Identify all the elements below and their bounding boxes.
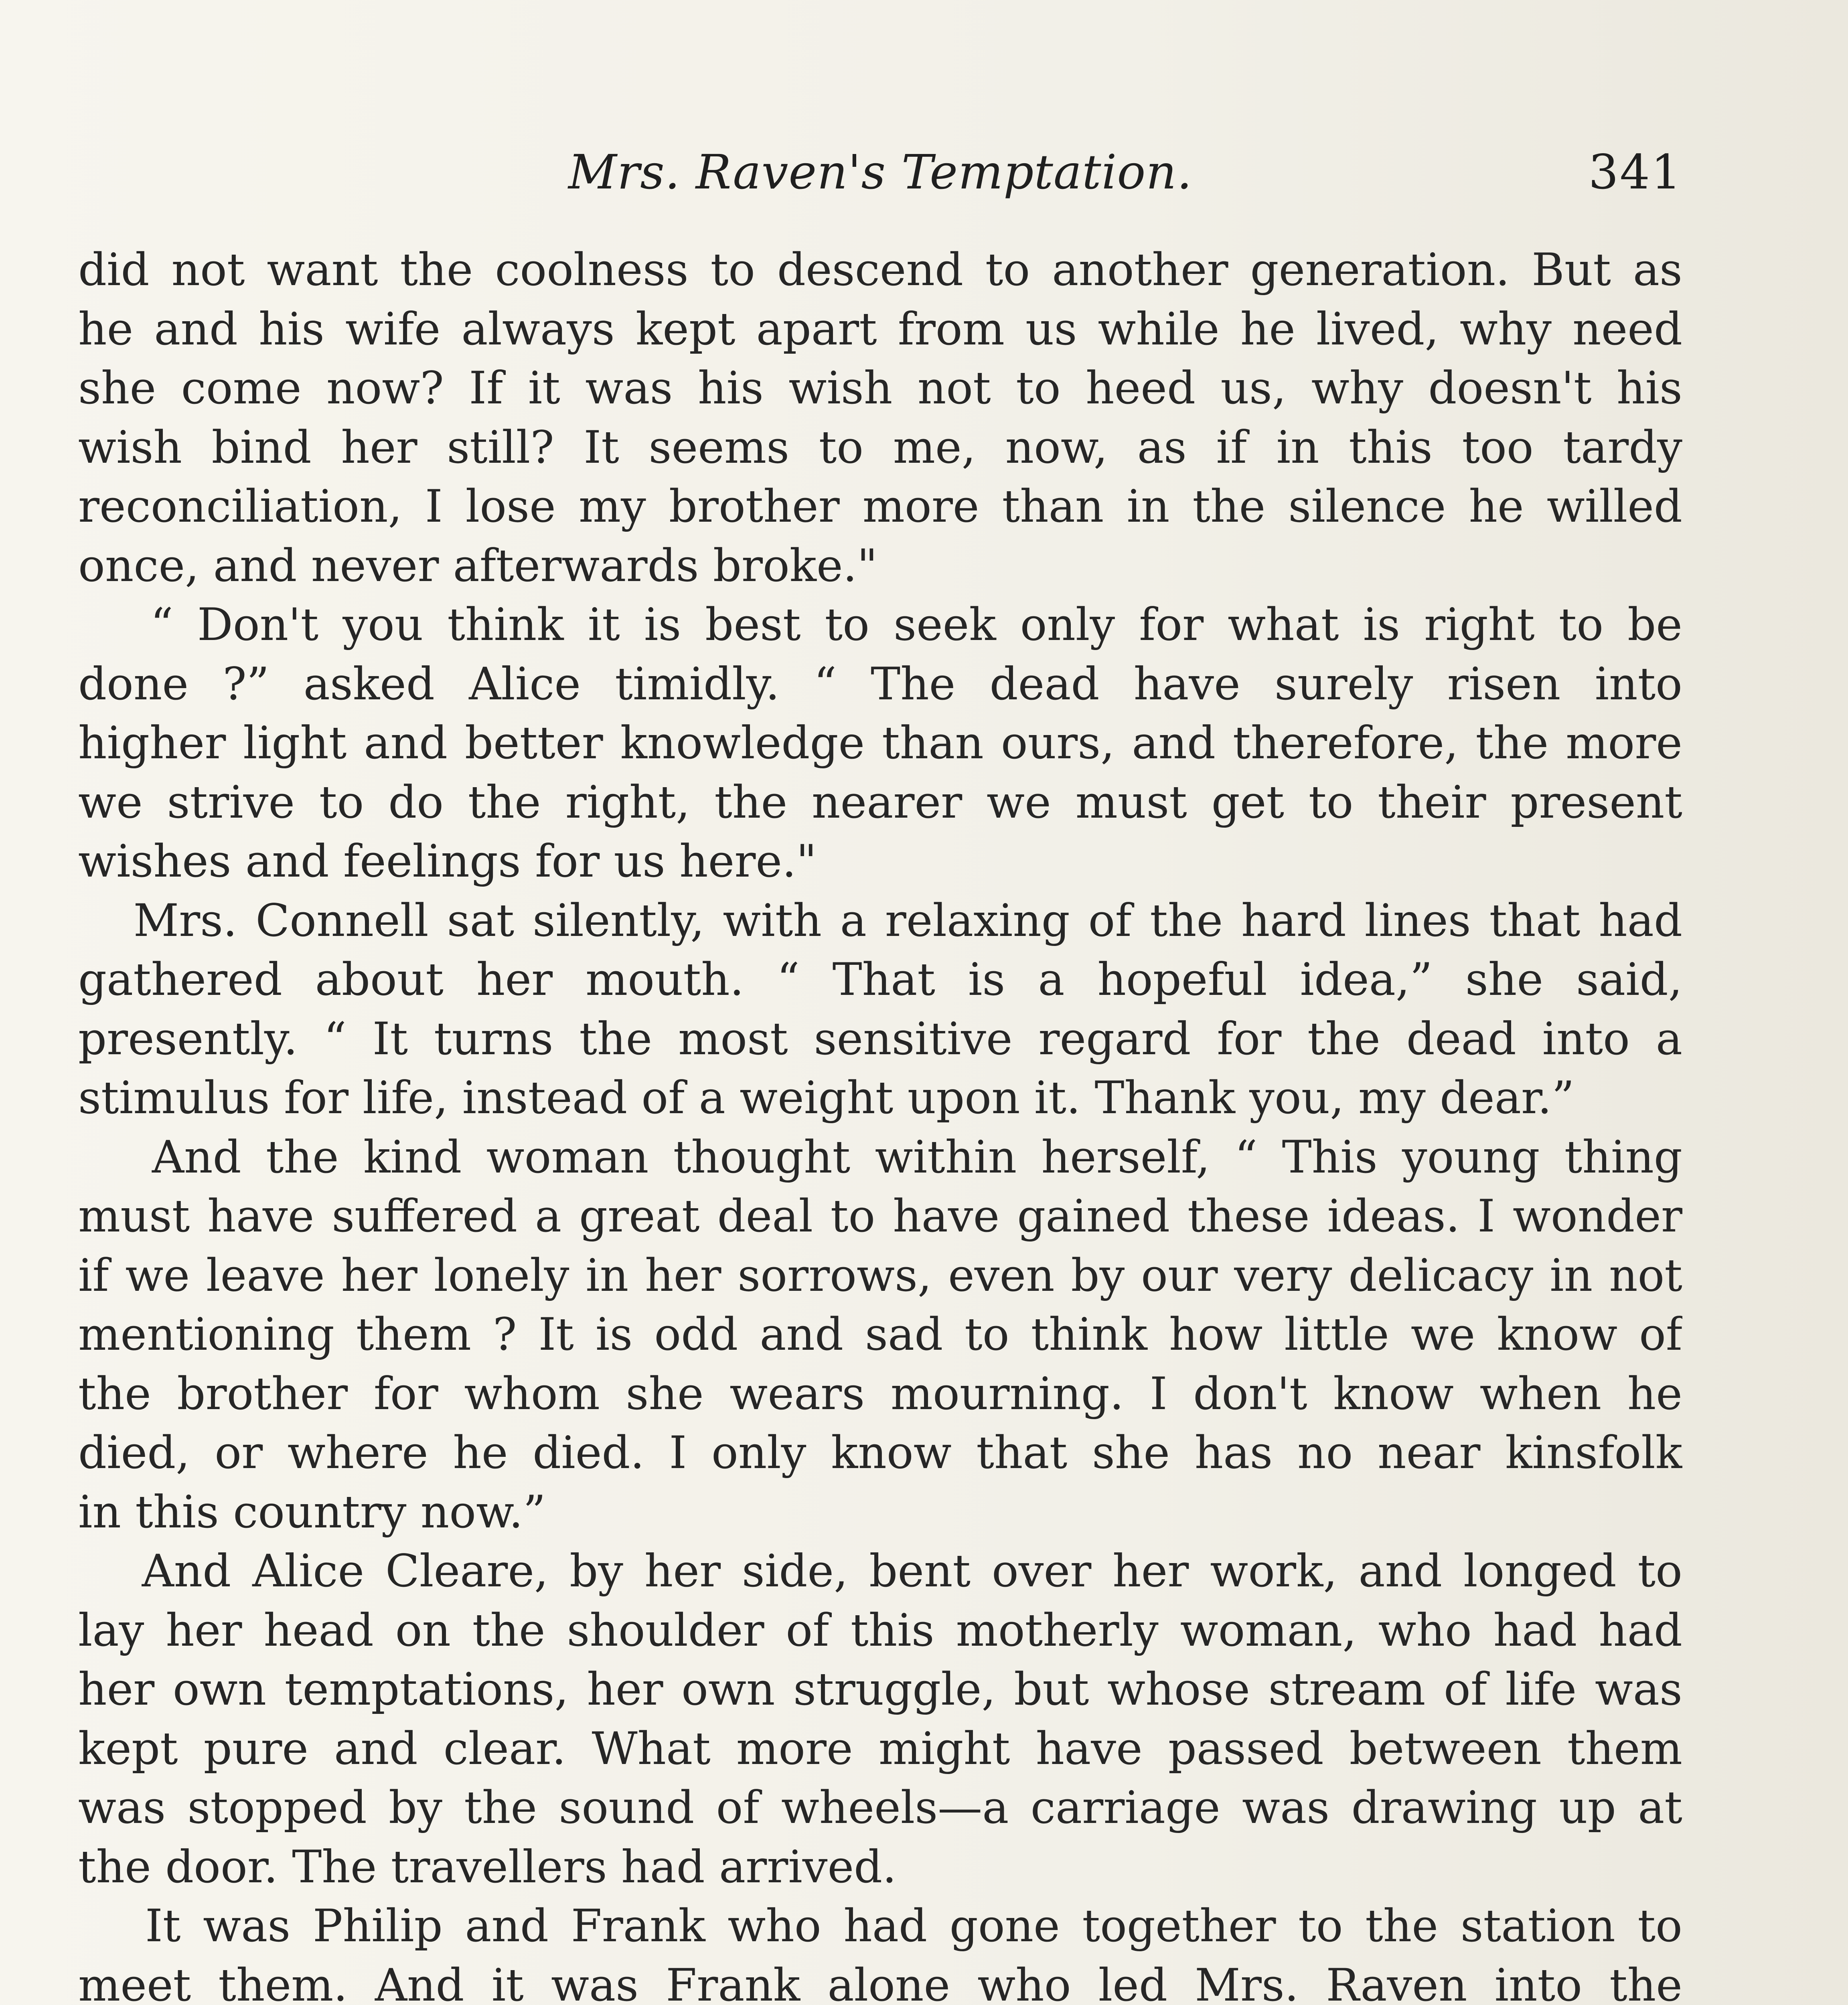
- body-text: [78, 241, 1682, 2005]
- text-line: wishes and feelings for us here.": [78, 836, 817, 887]
- text-line: died, or where he died. I only know that she has no near kinsfolk: [78, 1427, 1682, 1479]
- text-line: “ Don't you think it is best to seek only for what is right to be: [78, 599, 1682, 651]
- text-line: the door. The travellers had arrived.: [78, 1841, 897, 1893]
- text-line: meet them. And it was Frank alone who led Mrs. Raven into the: [78, 1959, 1682, 2005]
- text-line: kept pure and clear. What more might have passed between them: [78, 1723, 1682, 1775]
- text-line: was stopped by the sound of wheels—a carriage was drawing up at: [78, 1782, 1682, 1834]
- text-line: And Alice Cleare, by her side, bent over her work, and longed to: [78, 1545, 1682, 1597]
- text-line: stimulus for life, instead of a weight upon it. Thank you, my dear.”: [78, 1072, 1574, 1124]
- text-line: done ?” asked Alice timidly. “ The dead have surely risen into: [78, 658, 1682, 710]
- text-line: in this country now.”: [78, 1486, 546, 1538]
- text-line: she come now? If it was his wish not to heed us, why doesn't his: [78, 363, 1682, 414]
- text-line: mentioning them ? It is odd and sad to think how little we know of: [78, 1309, 1682, 1361]
- text-line: lay her head on the shoulder of this motherly woman, who had had: [78, 1604, 1682, 1657]
- text-line: gathered about her mouth. “ That is a hopeful idea,” she said,: [78, 954, 1682, 1006]
- text-line: her own temptations, her own struggle, but whose stream of life was: [78, 1664, 1682, 1715]
- text-line: It was Philip and Frank who had gone together to the station to: [78, 1900, 1682, 1952]
- text-line: if we leave her lonely in her sorrows, even by our very delicacy in not: [78, 1250, 1682, 1302]
- text-line: did not want the coolness to descend to another generation. But as: [78, 244, 1682, 296]
- running-title: Mrs. Raven's Temptation.: [568, 144, 1192, 200]
- text-line: presently. “ It turns the most sensitive regard for the dead into a: [78, 1013, 1682, 1065]
- text-line: Mrs. Connell sat silently, with a relaxing of the hard lines that had: [78, 895, 1682, 947]
- text-line: he and his wife always kept apart from us while he lived, why need: [78, 303, 1682, 355]
- text-line: once, and never afterwards broke.": [78, 540, 878, 592]
- text-line: higher light and better knowledge than ours, and therefore, the more: [78, 717, 1682, 769]
- text-line: reconciliation, I lose my brother more than in the silence he willed: [78, 481, 1682, 533]
- text-line: must have suffered a great deal to have gained these ideas. I wonder: [78, 1191, 1682, 1242]
- text-line: the brother for whom she wears mourning. I don't know when he: [78, 1368, 1682, 1420]
- page-header: [78, 144, 1682, 225]
- text-line: we strive to do the right, the nearer we must get to their present: [78, 776, 1682, 828]
- text-line: And the kind woman thought within herself, “ This young thing: [78, 1131, 1682, 1183]
- text-line: wish bind her still? It seems to me, now, as if in this too tardy: [78, 421, 1682, 474]
- page-number: 341: [1588, 144, 1682, 200]
